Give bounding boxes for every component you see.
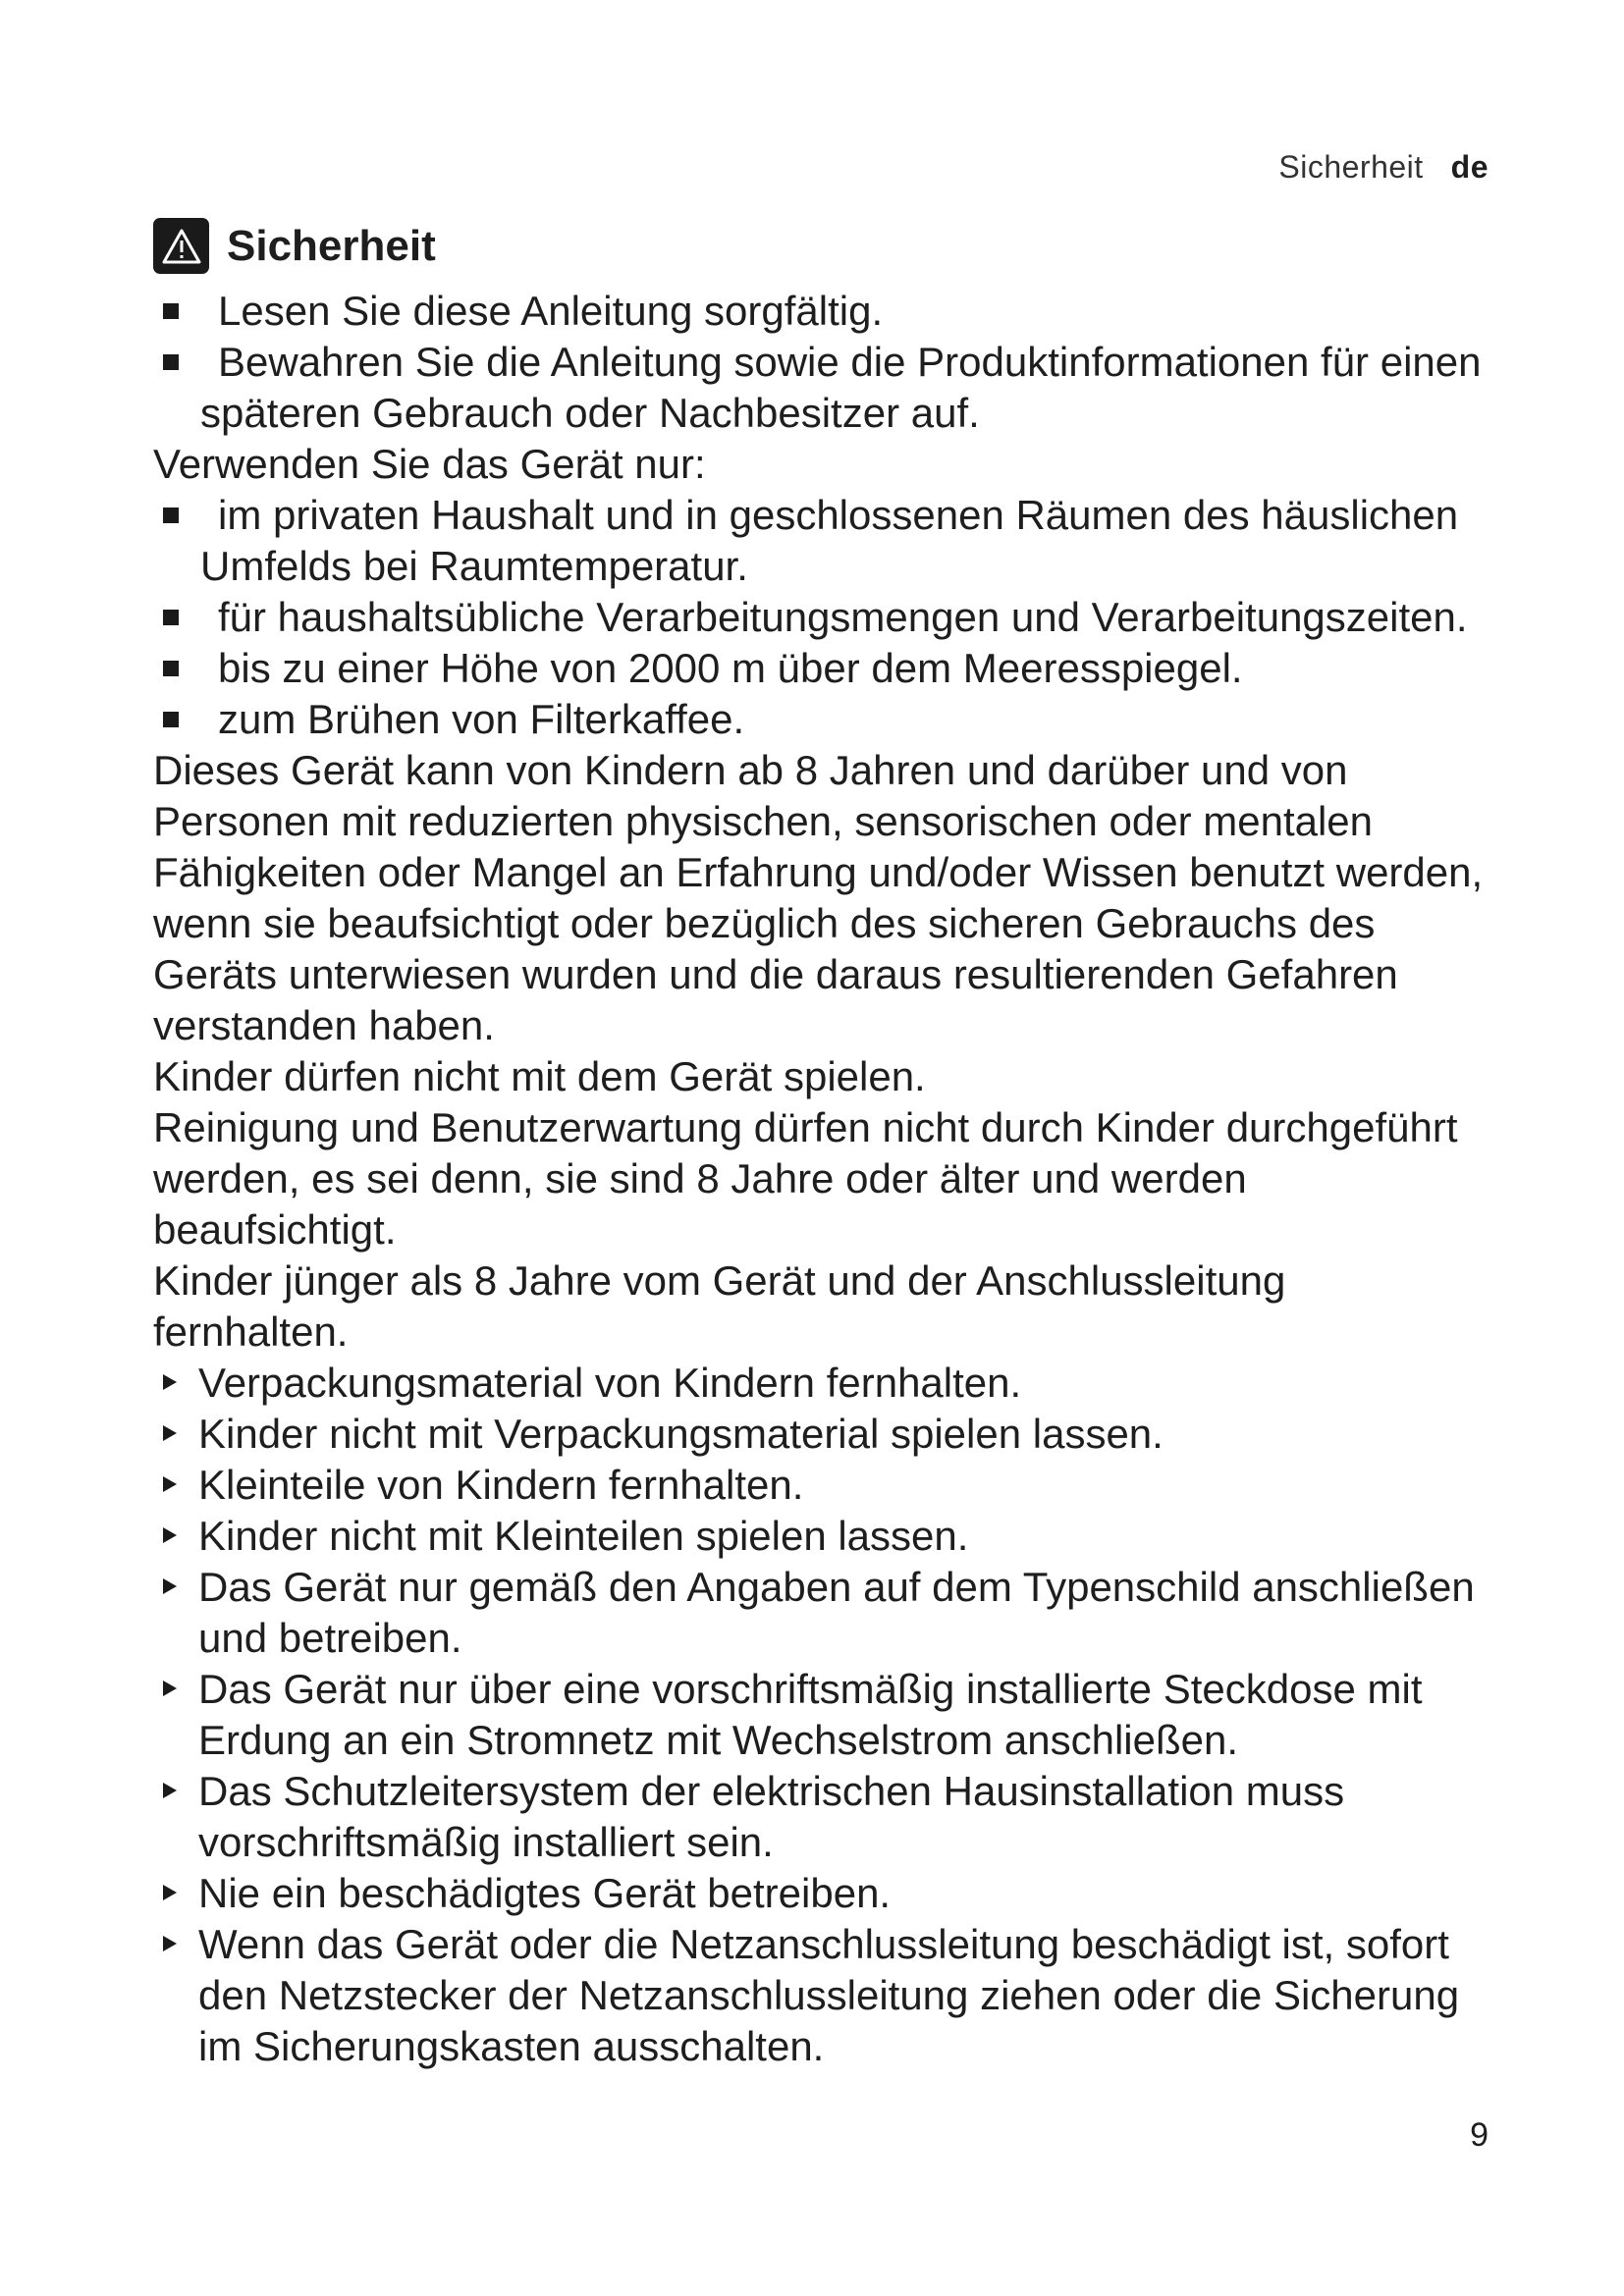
bullet-square-icon (163, 661, 179, 676)
bullet-square-icon (163, 354, 179, 370)
instruction-item: Verpackungsmaterial von Kindern fernhalten. (153, 1358, 1489, 1409)
paragraph: Reinigung und Benutzerwartung dürfen nicht durch Kinder durchgeführt werden, es sei denn, sie sind 8 Jahre oder älter und werden beaufsichtigt. (153, 1104, 1458, 1253)
arrow-bullet-icon (163, 1425, 177, 1441)
list-item: im privaten Haushalt und in geschlossenen Räumen des häuslichen Umfelds bei Raumtemperatur. (153, 490, 1489, 592)
list-item: für haushaltsübliche Verarbeitungsmengen und Verarbeitungszeiten. (153, 592, 1489, 643)
instruction-item: Kleinteile von Kindern fernhalten. (153, 1460, 1489, 1511)
bullet-square-icon (163, 303, 179, 319)
running-head (1278, 149, 1489, 186)
paragraph: Kinder dürfen nicht mit dem Gerät spielen. (153, 1053, 926, 1099)
arrow-bullet-icon (163, 1578, 177, 1594)
page-number: 9 (1470, 2116, 1489, 2154)
arrow-bullet-icon (163, 1936, 177, 1951)
running-head-section: Sicherheit (1278, 149, 1424, 185)
page-content (153, 218, 1489, 2072)
arrow-bullet-icon (163, 1885, 177, 1900)
list-item: bis zu einer Höhe von 2000 m über dem Meeresspiegel. (153, 643, 1489, 694)
page-title: Sicherheit (227, 221, 436, 270)
list-item: Bewahren Sie die Anleitung sowie die Produktinformationen für einen späteren Gebrauch oder Nachbesitzer auf. (153, 337, 1489, 439)
instruction-item: Das Gerät nur gemäß den Angaben auf dem Typenschild anschließen und betreiben. (153, 1562, 1489, 1664)
arrow-bullet-icon (163, 1783, 177, 1798)
warning-triangle-icon (153, 218, 209, 274)
arrow-bullet-icon (163, 1681, 177, 1696)
arrow-bullet-icon (163, 1527, 177, 1543)
running-head-language: de (1450, 149, 1489, 185)
section-heading (153, 218, 1489, 274)
instruction-item: Das Gerät nur über eine vorschriftsmäßig installierte Steckdose mit Erdung an ein Stromnetz mit Wechselstrom anschließen. (153, 1664, 1489, 1766)
arrow-bullet-icon (163, 1476, 177, 1492)
arrow-bullet-icon (163, 1374, 177, 1390)
use-intro: Verwenden Sie das Gerät nur: (153, 441, 706, 487)
paragraph: Dieses Gerät kann von Kindern ab 8 Jahren und darüber und von Personen mit reduzierten physischen, sensorischen oder mentalen Fähigkeiten oder Mangel an Erfahrung und/oder Wissen benutzt werden, wenn sie beaufsichtigt oder bezüglich des sicheren Gebrauchs des Geräts unterwiesen wurden und die daraus resultierenden Gefahren verstanden haben. (153, 747, 1484, 1048)
list-item: Lesen Sie diese Anleitung sorgfältig. (153, 286, 1489, 337)
instruction-item: Kinder nicht mit Verpackungsmaterial spielen lassen. (153, 1409, 1489, 1460)
bullet-square-icon (163, 610, 179, 625)
instruction-item: Kinder nicht mit Kleinteilen spielen lassen. (153, 1511, 1489, 1562)
bullet-square-icon (163, 507, 179, 523)
instruction-item: Wenn das Gerät oder die Netzanschlussleitung beschädigt ist, sofort den Netzstecker der Netzanschlussleitung ziehen oder die Sicherung im Sicherungskasten ausschalten. (153, 1919, 1489, 2072)
instruction-item: Das Schutzleitersystem der elektrischen Hausinstallation muss vorschriftsmäßig installiert sein. (153, 1766, 1489, 1868)
list-item: zum Brühen von Filterkaffee. (153, 694, 1489, 745)
bullet-square-icon (163, 712, 179, 727)
paragraph: Kinder jünger als 8 Jahre vom Gerät und der Anschlussleitung fernhalten. (153, 1257, 1286, 1355)
instruction-item: Nie ein beschädigtes Gerät betreiben. (153, 1868, 1489, 1919)
